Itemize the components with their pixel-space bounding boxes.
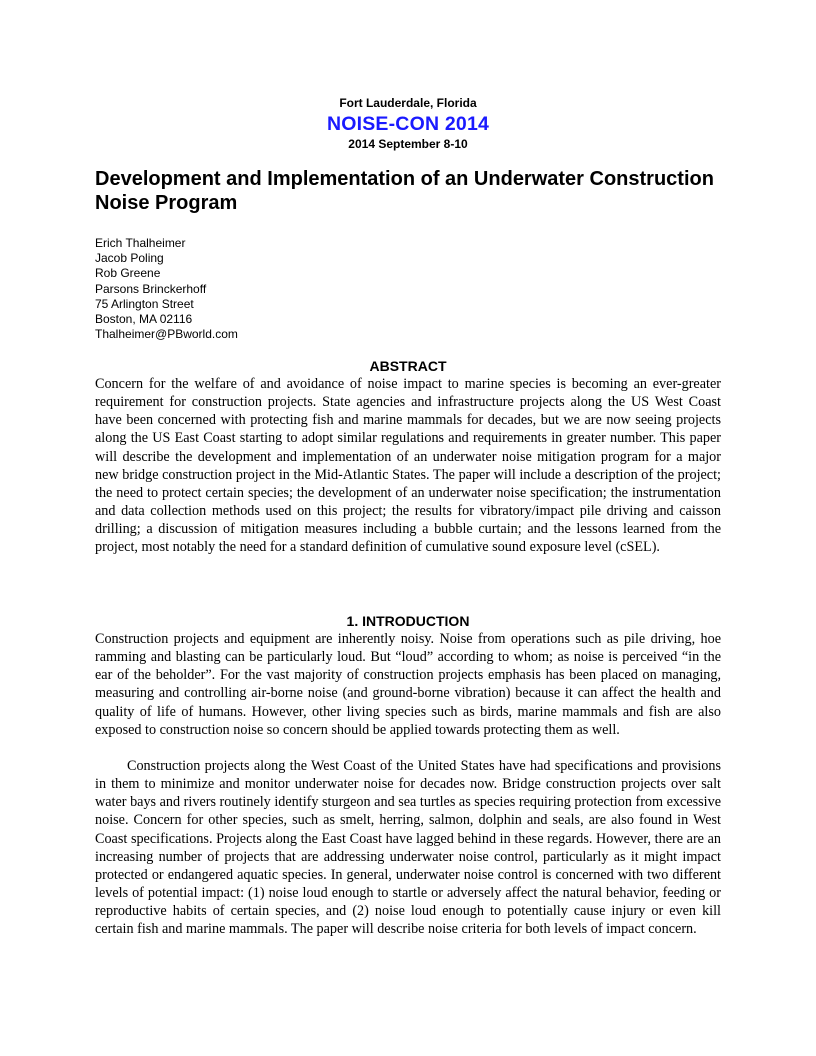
abstract-text: Concern for the welfare of and avoidance of noise impact to marine species is becoming an ever-greater requirement for construction projects. State agencies and infrastructure projects along the US West Coast have been concerned with protecting fish and marine mammals for decades, but we are now seeing projects along the US East Coast starting to adopt similar regulations and requirements in greater number. This paper will describe the development and implementation of an underwater noise mitigation program for a major new bridge construction project in the Mid-Atlantic States. The paper will include a description of the project; the need to protect certain species; the development of an underwater noise specification; the instrumentation and data collection methods used on this project; the results for vibratory/impact pile driving and caisson drilling; a discussion of mitigation measures including a bubble curtain; and the lessons learned from the project, most notably the need for a standard definition of cumulative sound exposure level (cSEL). bbox=[95, 376, 721, 556]
introduction-heading: 1. INTRODUCTION bbox=[346, 613, 470, 629]
author-email: Thalheimer@PBworld.com bbox=[95, 327, 238, 342]
author-address-city: Boston, MA 02116 bbox=[95, 312, 193, 327]
author-affiliation: Parsons Brinckerhoff bbox=[95, 281, 207, 296]
author-address-street: 75 Arlington Street bbox=[95, 296, 194, 311]
abstract-heading: ABSTRACT bbox=[369, 358, 447, 374]
author-name: Jacob Poling bbox=[95, 251, 164, 266]
paper-title: Development and Implementation of an Underwater Construction Noise Program bbox=[95, 168, 714, 214]
conference-name: NOISE-CON 2014 bbox=[326, 113, 490, 135]
conference-dates: 2014 September 8-10 bbox=[348, 137, 468, 151]
author-name: Erich Thalheimer bbox=[95, 236, 186, 250]
author-block bbox=[95, 236, 238, 342]
introduction-paragraph: Construction projects and equipment are inherently noisy. Noise from operations such as pile driving, hoe ramming and blasting can be particularly loud. But “loud” according to whom; as noise is perceived “in the ear of the beholder”. For the vast majority of construction projects emphasis has been placed on managing, measuring and controlling air-borne noise (and ground-borne vibration) because it can affect the health and quality of life of humans. However, other living species such as birds, marine mammals and fish are also exposed to construction noise so concern should be applied towards protecting them as well. bbox=[95, 631, 721, 738]
introduction-paragraph: Construction projects along the West Coast of the United States have had specifications and provisions in them to minimize and monitor underwater noise for decades now. Bridge construction projects over salt water bays and rivers routinely identify sturgeon and sea turtles as species requiring protection from excessive noise. Concern for other species, such as smelt, herring, salmon, dolphin and seals, are also found in West Coast specifications. Projects along the East Coast have lagged behind in these regards. However, there are an increasing number of projects that are addressing underwater noise control, particularly as it might impact protected or endangered aquatic species. In general, underwater noise control is concerned with two different levels of potential impact: (1) noise loud enough to startle or adversely affect the natural behavior, feeding or reproductive habits of certain species, and (2) noise loud enough to potentially cause injury or even kill certain fish and marine mammals. The paper will describe noise criteria for both levels of impact concern. bbox=[95, 758, 721, 938]
conference-location: Fort Lauderdale, Florida bbox=[339, 96, 477, 110]
author-name: Rob Greene bbox=[95, 266, 161, 281]
